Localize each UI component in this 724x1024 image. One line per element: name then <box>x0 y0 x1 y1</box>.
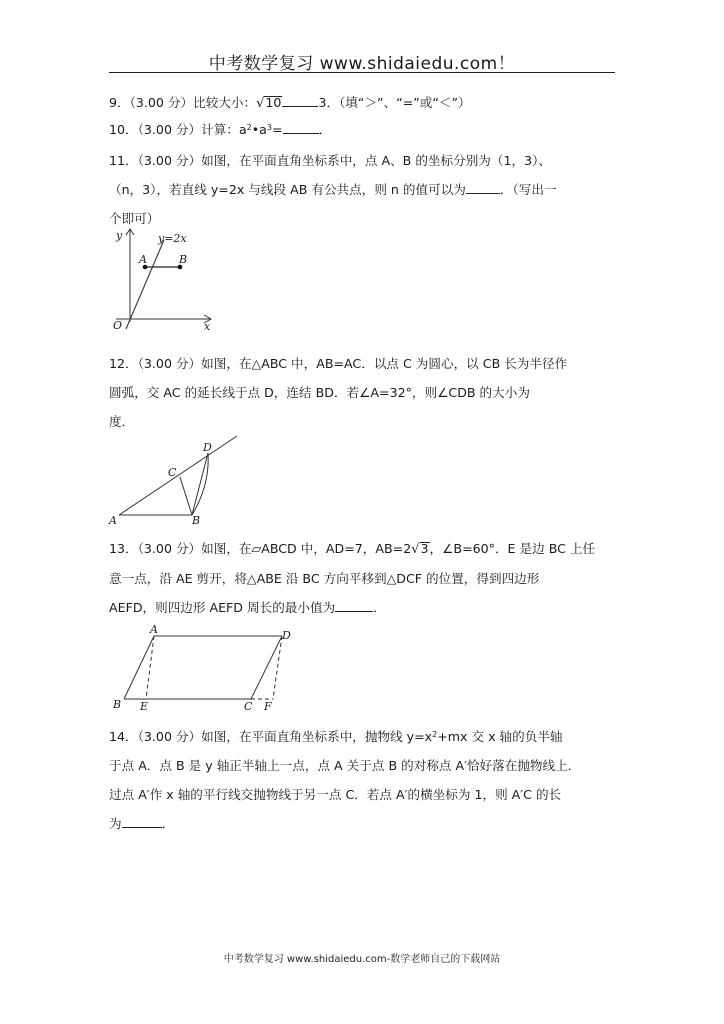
line-label: y=2x <box>158 232 187 245</box>
point-c-label: C <box>168 466 177 479</box>
question-text: 比较大小： <box>193 95 257 110</box>
question-text: ． <box>161 816 175 831</box>
question-text: （n，3），若直线 y=2x 与线段 AB 有公共点，则 n 的值可以为 <box>109 182 466 197</box>
question-text: 3．（填“＞”、“=”或“＜”） <box>318 95 471 110</box>
origin-label: O <box>113 319 123 332</box>
radicand: 3 <box>420 541 429 556</box>
question-score: （3.00 分） <box>137 153 202 168</box>
point-b-label: B <box>113 698 122 711</box>
point-f-label: F <box>264 700 272 712</box>
figure-q12-triangle <box>106 433 241 527</box>
question-text: 过点 A′作 x 轴的平行线交抛物线于另一点 C．若点 A′的横坐标为 1，则 A′C 的长 <box>109 787 562 802</box>
question-text: AEFD，则四边形 AEFD 周长的最小值为 <box>109 600 336 615</box>
question-text: 于点 A．点 B 是 y 轴正半轴上一点，点 A 关于点 B 的对称点 A′恰好落在抛物线上． <box>109 758 581 773</box>
page-header-title: 中考数学复习 www.shidaiedu.com！ <box>208 54 516 74</box>
question-number: 11． <box>109 153 138 168</box>
question-number: 10． <box>109 122 138 137</box>
question-text: = <box>272 122 283 137</box>
question-text: 度． <box>109 414 135 429</box>
radicand: 10 <box>265 95 282 110</box>
question-text: +mx 交 x 轴的负半轴 <box>437 729 563 744</box>
question-text: ．（写出一 <box>499 182 557 197</box>
x-axis-label: x <box>204 320 211 333</box>
page-footer: 中考数学复习 www.shidaiedu.com-数学老师自己的下载网站 <box>223 954 501 965</box>
question-text: 计算：a <box>201 122 247 137</box>
question-text: 个即可） <box>109 211 160 226</box>
point-c-label: C <box>244 700 253 712</box>
answer-blank[interactable] <box>122 813 162 828</box>
question-text: 圆弧，交 AC 的延长线于点 D，连结 BD．若∠A=32°，则∠CDB 的大小为 <box>109 385 530 400</box>
question-text: 如图，在平面直角坐标系中，抛物线 y=x <box>201 729 433 744</box>
point-a-label: A <box>109 514 117 527</box>
header-rule <box>109 72 615 73</box>
question-number: 9． <box>109 95 130 110</box>
y-axis-label: y <box>116 229 123 242</box>
point-d-label: D <box>203 441 212 454</box>
question-13 <box>109 534 624 622</box>
question-text: •a <box>251 122 267 137</box>
question-14 <box>109 722 624 838</box>
point-d-label: D <box>282 629 291 642</box>
figure-q11-coordinate-plane <box>108 226 220 334</box>
question-score: （3.00 分） <box>137 356 202 371</box>
figure-q13-parallelogram <box>110 624 300 712</box>
exponent: 2 <box>432 730 438 739</box>
question-text: ． <box>318 122 332 137</box>
question-number: 12． <box>109 356 138 371</box>
question-text: ，∠B=60°．E 是边 BC 上任 <box>429 541 596 556</box>
answer-blank[interactable] <box>282 92 318 107</box>
question-score: （3.00 分） <box>137 122 202 137</box>
question-score: （3.00 分） <box>137 729 202 744</box>
question-number: 14． <box>109 729 138 744</box>
answer-blank[interactable] <box>466 179 500 194</box>
exponent: 2 <box>246 123 252 132</box>
question-text: 为 <box>109 816 122 831</box>
question-text: 如图，在▱ABCD 中，AD=7，AB=2 <box>201 541 412 556</box>
answer-blank[interactable] <box>335 597 373 612</box>
question-10 <box>109 119 624 141</box>
point-b-label: B <box>179 253 188 266</box>
sqrt-icon: √ <box>411 542 420 557</box>
question-text: ． <box>373 600 386 615</box>
point-a-label: A <box>139 253 147 266</box>
point-a-label: A <box>150 624 158 636</box>
question-score: （3.00 分） <box>129 95 194 110</box>
sqrt-icon: √ <box>256 96 265 111</box>
question-12 <box>109 349 624 436</box>
question-text: 意一点，沿 AE 剪开，将△ABE 沿 BC 方向平移到△DCF 的位置，得到四边形 <box>109 571 540 586</box>
point-b-label: B <box>192 514 201 527</box>
question-11 <box>109 146 624 233</box>
question-text: 如图，在△ABC 中，AB=AC．以点 C 为圆心，以 CB 长为半径作 <box>201 356 568 371</box>
answer-blank[interactable] <box>283 119 319 134</box>
question-number: 13． <box>109 541 138 556</box>
exponent: 3 <box>266 123 272 132</box>
question-text: 如图，在平面直角坐标系中，点 A、B 的坐标分别为（1，3）、 <box>201 153 551 168</box>
point-e-label: E <box>140 700 149 712</box>
question-9 <box>109 92 624 115</box>
question-score: （3.00 分） <box>137 541 202 556</box>
